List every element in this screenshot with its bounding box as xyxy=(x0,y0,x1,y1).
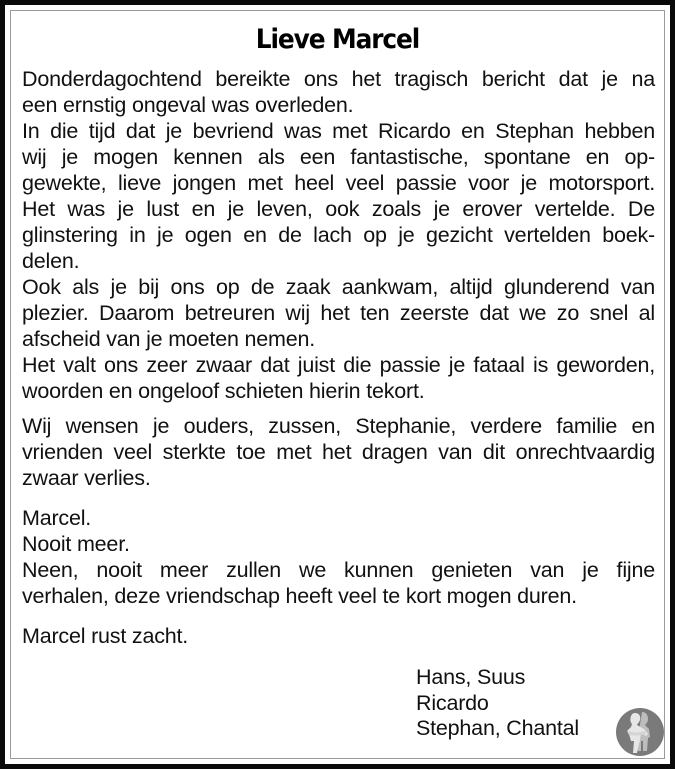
signature-line: Stephan, Chantal xyxy=(416,716,579,740)
text-line: glinstering in je ogen en de lach op je gezicht vertelden boek- xyxy=(22,223,655,247)
text-line: Neen, nooit meer zullen we kunnen genieten van je fijne xyxy=(22,558,655,582)
signatures xyxy=(416,665,579,742)
paragraph-wishes xyxy=(22,413,655,491)
signature-line: Ricardo xyxy=(416,690,489,715)
text-line: wij je mogen kennen als een fantastische, spontane en op- xyxy=(22,145,655,169)
logo-svg xyxy=(615,707,665,757)
embracing-figures-logo-icon xyxy=(615,707,665,757)
notice-title: Lieve Marcel xyxy=(255,24,420,55)
text-line: Ook als je bij ons op de zaak aankwam, altijd glunderend van xyxy=(22,275,655,299)
paragraph-never-again xyxy=(22,505,655,609)
text-line: woorden en ongeloof schieten hierin tekort. xyxy=(22,379,425,403)
paragraph-condolence-story xyxy=(22,66,655,404)
text-line: Wij wensen je ouders, zussen, Stephanie, verdere familie en xyxy=(22,414,655,438)
text-line: Het valt ons zeer zwaar dat juist die passie je fataal is geworden, xyxy=(22,353,655,377)
text-line: plezier. Daarom betreuren wij het ten zeerste dat we zo snel al xyxy=(22,301,655,325)
text-line: Het was je lust en je leven, ook zoals je erover vertelde. De xyxy=(22,197,655,221)
text-line: Marcel rust zacht. xyxy=(22,624,189,648)
text-line: verhalen, deze vriendschap heeft veel te kort mogen duren. xyxy=(22,584,577,608)
text-line: In die tijd dat je bevriend was met Ricardo en Stephan hebben xyxy=(22,119,655,143)
text-line: vrienden veel sterkte toe met het dragen van dit onrechtvaardig xyxy=(22,440,655,464)
text-line: delen. xyxy=(22,249,80,273)
signature-line: Hans, Suus xyxy=(416,665,526,689)
text-line: gewekte, lieve jongen met heel veel passie voor je motorsport. xyxy=(22,171,655,195)
text-line: Nooit meer. xyxy=(22,532,130,556)
text-line: zwaar verlies. xyxy=(22,466,151,490)
text-line: een ernstig ongeval was overleden. xyxy=(22,93,354,117)
text-line: afscheid van je moeten nemen. xyxy=(22,327,315,351)
text-line: Marcel. xyxy=(22,506,92,530)
text-line: Donderdagochtend bereikte ons het tragisch bericht dat je na xyxy=(22,67,655,91)
paragraph-rest-in-peace xyxy=(22,623,655,649)
notice-body xyxy=(22,66,655,649)
